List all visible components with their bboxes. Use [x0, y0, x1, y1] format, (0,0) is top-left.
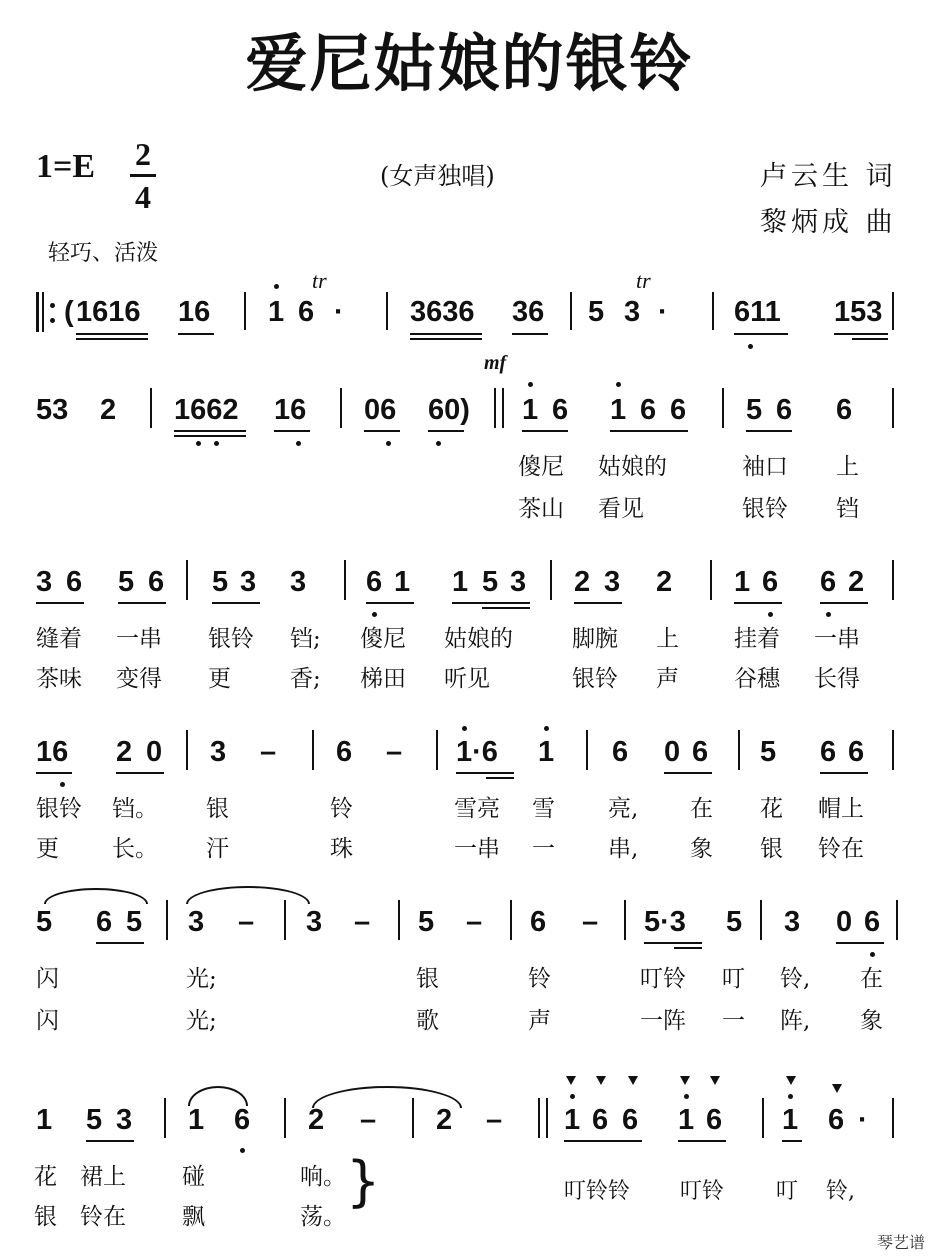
notes: 53: [36, 394, 69, 426]
lyric: 叮: [722, 966, 745, 992]
underline: [512, 333, 548, 335]
barline: [166, 900, 168, 940]
underline: [96, 942, 144, 944]
dash: –: [260, 736, 277, 768]
underline: [678, 1140, 726, 1142]
low-octave-dot: [870, 952, 875, 957]
lyric: 一: [532, 836, 555, 862]
accent-mark: [628, 1076, 638, 1085]
barline: [892, 292, 894, 330]
lyric: 铛。: [112, 796, 158, 822]
watermark: 琴艺谱: [876, 1233, 925, 1252]
slur: [44, 888, 148, 904]
notes: 6: [298, 296, 315, 328]
underline: [366, 602, 414, 604]
note: 2: [656, 566, 673, 598]
barline: [538, 1098, 540, 1138]
augmentation-dot: ·: [858, 1104, 868, 1136]
underline: [734, 602, 782, 604]
lyric: 花: [760, 796, 783, 822]
lyric: 更: [208, 666, 231, 692]
note: 3: [510, 566, 527, 598]
low-octave-dot: [826, 612, 831, 617]
lyric: 铛: [836, 496, 859, 522]
lyric: 阵,: [780, 1008, 811, 1034]
notes: 36: [512, 296, 545, 328]
notes: 5: [588, 296, 605, 328]
underline: [782, 1140, 802, 1142]
underline: [852, 338, 888, 340]
high-octave-dot: [684, 1094, 689, 1099]
lyric: 铃,: [780, 966, 811, 992]
barline: [546, 1098, 548, 1138]
note: 6: [670, 394, 687, 426]
dash: –: [360, 1104, 377, 1136]
note: 6: [336, 736, 353, 768]
note: 1: [678, 1104, 695, 1136]
barline: [436, 730, 438, 770]
barline: [186, 730, 188, 770]
lyric: 响。: [300, 1164, 346, 1190]
lyric: 姑娘的: [598, 454, 667, 480]
high-octave-dot: [544, 726, 549, 731]
lyric: 梯田: [360, 666, 406, 692]
barline: [762, 1098, 764, 1138]
note: 3: [240, 566, 257, 598]
notes: 60): [428, 394, 470, 426]
lyric: 铛;: [290, 626, 321, 652]
barline: [712, 292, 714, 330]
low-octave-dot: [214, 441, 219, 446]
underline: [118, 602, 166, 604]
barline: [340, 388, 342, 428]
accent-mark: [786, 1076, 796, 1085]
dynamic-mark: mf: [484, 352, 507, 374]
composer-credit: 黎炳成 曲: [760, 207, 897, 238]
accent-mark: [710, 1076, 720, 1085]
note: 2: [436, 1104, 453, 1136]
lyric: 听见: [444, 666, 490, 692]
subtitle: (女声独唱): [380, 162, 495, 190]
barline: [892, 560, 894, 600]
barline: [624, 900, 626, 940]
barline: [570, 292, 572, 330]
lyric: 银铃: [742, 496, 788, 522]
note: 6: [848, 736, 865, 768]
underline: [746, 430, 792, 432]
lyric: 裙上: [80, 1164, 126, 1190]
lyric: 铃在: [80, 1204, 126, 1230]
underline: [456, 772, 514, 774]
lyric: 雪亮: [454, 796, 500, 822]
underline: [664, 772, 712, 774]
note: 5: [118, 566, 135, 598]
low-octave-dot: [768, 612, 773, 617]
high-octave-dot: [462, 726, 467, 731]
underline: [820, 602, 868, 604]
barline: [186, 560, 188, 600]
note: 5: [212, 566, 229, 598]
lyric: 挂着: [734, 626, 780, 652]
lyric: 傻尼: [518, 454, 564, 480]
note: 6: [592, 1104, 609, 1136]
dash: –: [582, 906, 599, 938]
note: 6: [612, 736, 629, 768]
lyric: 串,: [608, 836, 639, 862]
note: 3: [290, 566, 307, 598]
note: 6: [762, 566, 779, 598]
accent-mark: [832, 1084, 842, 1093]
lyric: 叮铃铃: [564, 1179, 631, 1204]
barline: [892, 730, 894, 770]
notes: 16: [274, 394, 307, 426]
lyric: 雪: [532, 796, 555, 822]
lyric: 闪: [36, 966, 59, 992]
note: 6: [864, 906, 881, 938]
notes: 06: [364, 394, 397, 426]
lyric: 香;: [290, 666, 321, 692]
lyric: 银: [206, 796, 229, 822]
low-octave-dot: [748, 344, 753, 349]
dash: –: [466, 906, 483, 938]
notes: 611: [734, 296, 781, 328]
note: 5: [86, 1104, 103, 1136]
lyric: 花: [34, 1164, 57, 1190]
underline: [212, 602, 260, 604]
dash: –: [354, 906, 371, 938]
lyric: 闪: [36, 1008, 59, 1034]
underline: [178, 333, 214, 335]
lyric: 叮铃: [640, 966, 686, 992]
lyric: 银铃: [208, 626, 254, 652]
note: 6: [828, 1104, 845, 1136]
lyric: 脚腕: [572, 626, 618, 652]
barline: [244, 292, 246, 330]
underline: [274, 430, 310, 432]
lyric: 叮铃: [680, 1179, 725, 1204]
note: 5: [760, 736, 777, 768]
notes: 16: [178, 296, 211, 328]
note: 5: [36, 906, 53, 938]
lyric: 碰: [182, 1164, 205, 1190]
lyric: 歌: [416, 1008, 439, 1034]
low-octave-dot: [240, 1148, 245, 1153]
underline: [76, 333, 148, 335]
underline: [574, 602, 622, 604]
notes: 1662: [174, 394, 239, 426]
note: 2: [574, 566, 591, 598]
lyric: 一串: [454, 836, 500, 862]
note: 1: [394, 566, 411, 598]
notes: 1: [268, 296, 285, 328]
lyricist-credit: 卢云生 词: [760, 161, 897, 192]
note: 1: [610, 394, 627, 426]
lyric: 汗: [206, 836, 229, 862]
time-signature-top: 2: [135, 136, 151, 172]
note: 3: [116, 1104, 133, 1136]
note: 6: [234, 1104, 251, 1136]
lyric: 亮,: [608, 796, 639, 822]
barline: [896, 900, 898, 940]
lyric: 长。: [112, 836, 158, 862]
note: 5: [418, 906, 435, 938]
low-octave-dot: [60, 782, 65, 787]
note: 2: [308, 1104, 325, 1136]
accent-mark: [596, 1076, 606, 1085]
note: 2: [848, 566, 865, 598]
lyric: 光;: [186, 1008, 217, 1034]
repeat-dot: [50, 318, 55, 323]
underline: [174, 430, 246, 432]
lyric: 银铃: [36, 796, 82, 822]
lyric: 在: [860, 966, 883, 992]
rest: 0: [664, 736, 681, 768]
dash: –: [238, 906, 255, 938]
lyric: 珠: [330, 836, 353, 862]
lyric: 银: [34, 1204, 57, 1230]
barline: [150, 388, 152, 428]
note: 6: [706, 1104, 723, 1136]
note: 1: [36, 1104, 53, 1136]
barline: [312, 730, 314, 770]
barline: [760, 900, 762, 940]
barline: [586, 730, 588, 770]
barline: [550, 560, 552, 600]
barline: [510, 900, 512, 940]
note: 3: [306, 906, 323, 938]
notes: 2: [100, 394, 117, 426]
lyric: 铃,: [826, 1179, 855, 1204]
note: 3: [784, 906, 801, 938]
note: 3: [36, 566, 53, 598]
page-title: 爱尼姑娘的银铃: [245, 27, 694, 100]
notes: 153: [834, 296, 883, 328]
lyric: 一串: [116, 626, 162, 652]
lyric: 银: [760, 836, 783, 862]
time-signature: [118, 134, 168, 217]
lyric: 一串: [814, 626, 860, 652]
repeat-barline: [36, 292, 39, 332]
barline: [398, 900, 400, 940]
note: 3: [188, 906, 205, 938]
lyric: 帽上: [818, 796, 864, 822]
lyric: 飘: [182, 1204, 205, 1230]
high-octave-dot: [788, 1094, 793, 1099]
note: 6: [692, 736, 709, 768]
lyric: 声: [528, 1008, 551, 1034]
underline: [610, 430, 688, 432]
note: 6: [148, 566, 165, 598]
lyric: 看见: [598, 496, 644, 522]
lyric: 袖口: [742, 454, 788, 480]
low-octave-dot: [386, 441, 391, 446]
lyric: 象: [860, 1008, 883, 1034]
note: 1: [522, 394, 539, 426]
lyric: 更: [36, 836, 59, 862]
underline: [410, 338, 482, 340]
lyric: 叮: [776, 1179, 799, 1204]
barline: [710, 560, 712, 600]
augmentation-dot: ·: [658, 296, 668, 328]
note: 6: [836, 394, 853, 426]
rest: 0: [146, 736, 163, 768]
low-octave-dot: [296, 441, 301, 446]
note: 5: [126, 906, 143, 938]
note: 6: [640, 394, 657, 426]
note: 6: [622, 1104, 639, 1136]
underline: [486, 777, 514, 779]
underline: [36, 602, 84, 604]
notes: 16: [36, 736, 69, 768]
low-octave-dot: [436, 441, 441, 446]
lyric: 一: [722, 1008, 745, 1034]
lyric: 象: [690, 836, 713, 862]
high-octave-dot: [570, 1094, 575, 1099]
repeat-dot: [50, 303, 55, 308]
note: 5: [746, 394, 763, 426]
accent-mark: [680, 1076, 690, 1085]
note: 1: [782, 1104, 799, 1136]
notes: 3636: [410, 296, 475, 328]
accent-mark: [566, 1076, 576, 1085]
underline: [364, 430, 400, 432]
note: 6: [530, 906, 547, 938]
barline: [892, 388, 894, 428]
augmentation-dot: ·: [334, 296, 344, 328]
trill-mark: tr: [636, 268, 651, 293]
underline: [564, 1140, 642, 1142]
barline: [284, 900, 286, 940]
high-octave-dot: [616, 382, 621, 387]
underline: [482, 607, 530, 609]
underline: [674, 947, 702, 949]
high-octave-dot: [528, 382, 533, 387]
dash: –: [486, 1104, 503, 1136]
underline: [734, 333, 788, 335]
note: 6: [552, 394, 569, 426]
lyric: 缝着: [36, 626, 82, 652]
lyric: 在: [690, 796, 713, 822]
underline: [174, 435, 246, 437]
barline: [722, 388, 724, 428]
note: 1: [538, 736, 555, 768]
barline: [344, 560, 346, 600]
lyric: 变得: [116, 666, 162, 692]
underline: [836, 942, 884, 944]
note: 5: [482, 566, 499, 598]
lyric: 光;: [186, 966, 217, 992]
lyric: 银: [416, 966, 439, 992]
note: 6: [776, 394, 793, 426]
low-octave-dot: [196, 441, 201, 446]
tempo-marking: 轻巧、活泼: [48, 241, 159, 266]
barline: [502, 388, 504, 428]
barline: [386, 292, 388, 330]
underline: [428, 430, 464, 432]
dash: –: [386, 736, 403, 768]
underline: [36, 772, 72, 774]
lyric: 茶山: [518, 496, 564, 522]
barline: [164, 1098, 166, 1138]
barline: [494, 388, 496, 428]
high-octave-dot: [274, 284, 279, 289]
lyric: 谷穗: [734, 666, 780, 692]
lyric: 上: [836, 454, 859, 480]
note: 1: [452, 566, 469, 598]
lyric: 姑娘的: [444, 626, 513, 652]
notes: 1616: [76, 296, 141, 328]
notes: 3: [624, 296, 641, 328]
lyric: 铃在: [818, 836, 864, 862]
barline: [892, 1098, 894, 1138]
underline: [834, 333, 888, 335]
notes: 5·3: [644, 906, 686, 938]
open-paren: (: [64, 296, 74, 328]
slur: [188, 1086, 248, 1106]
rest: 0: [836, 906, 853, 938]
lyric: 上: [656, 626, 679, 652]
low-octave-dot: [372, 612, 377, 617]
lyric: 铃: [330, 796, 353, 822]
barline: [412, 1098, 414, 1138]
underline: [644, 942, 702, 944]
lyric: 铃: [528, 966, 551, 992]
lyric: 荡。: [300, 1204, 346, 1230]
lyric: 声: [656, 666, 679, 692]
note: 5: [726, 906, 743, 938]
note: 1: [564, 1104, 581, 1136]
note: 3: [604, 566, 621, 598]
lyric: 银铃: [572, 666, 618, 692]
underline: [410, 333, 482, 335]
notes: 1·6: [456, 736, 498, 768]
barline: [284, 1098, 286, 1138]
note: 2: [116, 736, 133, 768]
brace: }: [346, 1150, 381, 1213]
note: 1: [188, 1104, 205, 1136]
underline: [116, 772, 164, 774]
trill-mark: tr: [312, 268, 327, 293]
note: 1: [734, 566, 751, 598]
underline: [452, 602, 530, 604]
time-signature-bottom: 4: [135, 179, 151, 215]
note: 6: [366, 566, 383, 598]
note: 6: [820, 736, 837, 768]
underline: [820, 772, 868, 774]
lyric: 长得: [814, 666, 860, 692]
lyric: 一阵: [640, 1008, 686, 1034]
underline: [522, 430, 568, 432]
note: 3: [210, 736, 227, 768]
underline: [86, 1140, 134, 1142]
lyric: 傻尼: [360, 626, 406, 652]
lyric: 茶味: [36, 666, 82, 692]
repeat-barline: [42, 292, 44, 332]
note: 6: [66, 566, 83, 598]
note: 6: [96, 906, 113, 938]
underline: [76, 338, 148, 340]
barline: [738, 730, 740, 770]
note: 6: [820, 566, 837, 598]
key-signature: 1=E: [36, 148, 96, 185]
tie: [186, 886, 310, 904]
